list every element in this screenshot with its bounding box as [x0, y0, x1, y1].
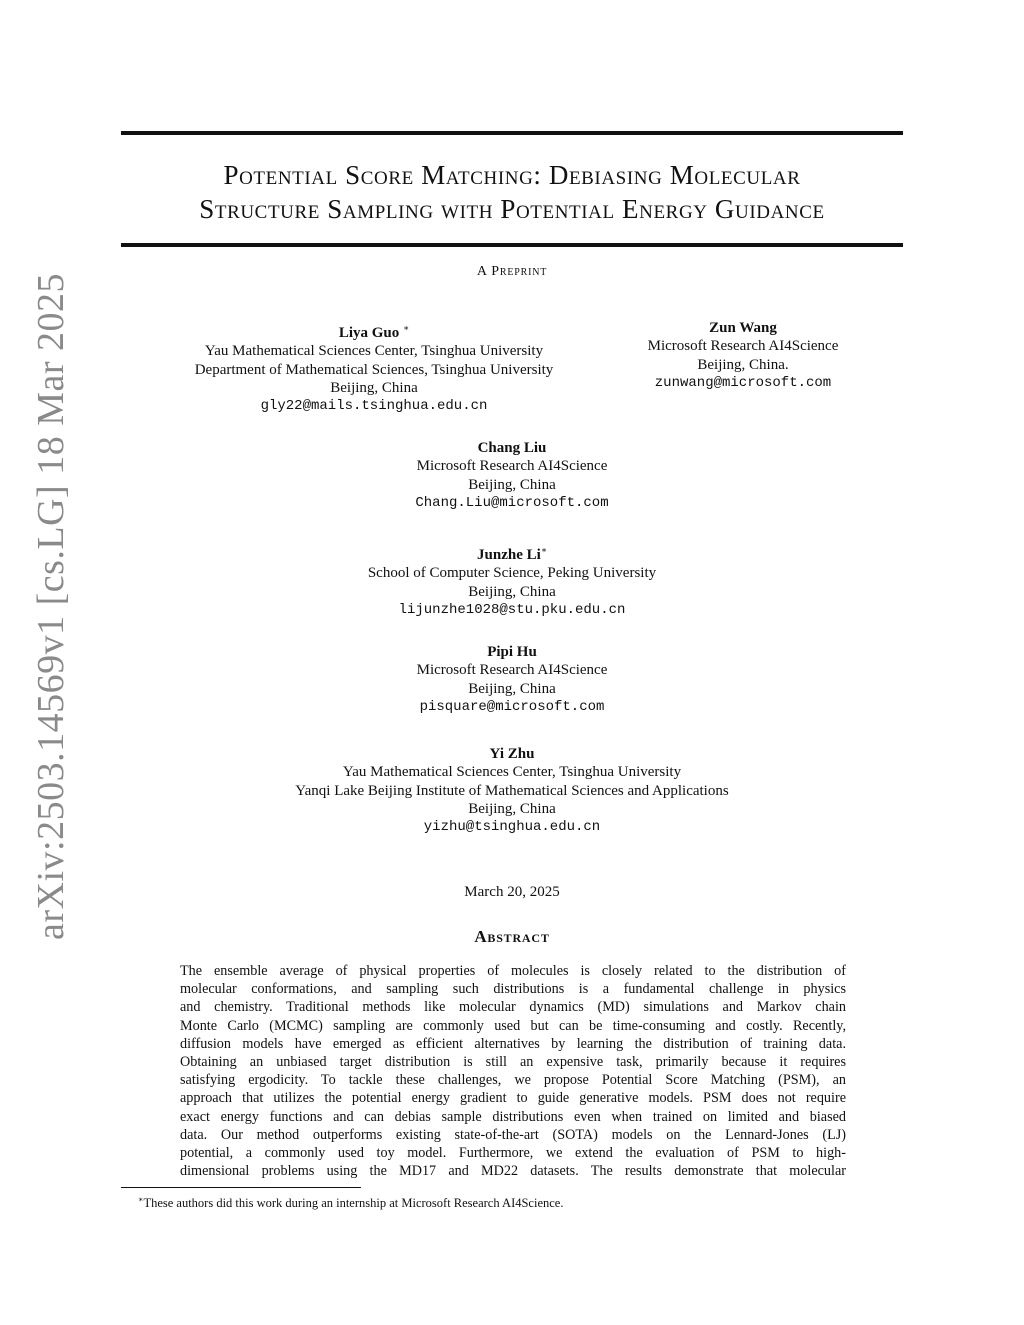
author-block-zun-wang [620, 319, 866, 392]
author-email: lijunzhe1028@stu.pku.edu.cn [398, 601, 626, 618]
preprint-label: A Preprint [476, 264, 548, 279]
equal-contribution-mark: ∗ [540, 545, 547, 555]
author-affiliation: Beijing, China [330, 379, 418, 396]
abstract-line: approach that utilizes the potential energy gradient to guide generative models. PSM does not require [180, 1090, 846, 1107]
author-name: Chang Liu [477, 440, 547, 456]
author-affiliation: School of Computer Science, Peking University [367, 565, 657, 582]
abstract-line: exact energy functions and can debias sample distributions even when trained on limited and biased [180, 1108, 846, 1125]
author-affiliation: Beijing, China [468, 800, 556, 817]
abstract-body [180, 962, 846, 1180]
author-affiliation: Microsoft Research AI4Science [416, 458, 608, 475]
footnote-rule [121, 1187, 361, 1188]
abstract-line: dimensional problems using the MD17 and MD22 datasets. The results demonstrate that molecular [180, 1163, 846, 1180]
title-top-rule [121, 131, 903, 135]
author-affiliation: Beijing, China [468, 476, 556, 493]
author-affiliation: Department of Mathematical Sciences, Tsinghua University [194, 361, 554, 378]
publication-date: March 20, 2025 [464, 884, 560, 900]
abstract-line: Monte Carlo (MCMC) sampling are commonly used but can be time-consuming and costly. Recently, [180, 1017, 846, 1034]
author-name: Junzhe Li∗ [477, 545, 547, 563]
abstract-line: The ensemble average of physical properties of molecules is closely related to the distribution of [180, 963, 846, 979]
abstract-line: satisfying ergodicity. To tackle these challenges, we propose Potential Score Matching (PSM), an [180, 1072, 846, 1089]
paper-title [121, 158, 903, 226]
author-email: pisquare@microsoft.com [419, 698, 605, 715]
abstract-line: diffusion models have emerged as efficient alternatives by learning the distribution of training data. [180, 1035, 846, 1052]
author-email: Chang.Liu@microsoft.com [415, 494, 609, 511]
author-name: Zun Wang [709, 320, 777, 336]
author-affiliation: Beijing, China [468, 583, 556, 600]
author-affiliation: Microsoft Research AI4Science [416, 662, 608, 679]
abstract-line: potential, a commonly used toy model. Furthermore, we extend the evaluation of PSM to high- [180, 1144, 846, 1161]
title-bottom-rule [121, 243, 903, 247]
author-block-junzhe-li [212, 541, 812, 619]
abstract-line: and chemistry. Traditional methods like molecular dynamics (MD) simulations and Markov chain [180, 999, 846, 1016]
footnote-text: These authors did this work during an internship at Microsoft Research AI4Science. [143, 1196, 564, 1211]
author-name: Liya Guo ∗ [338, 323, 410, 341]
abstract-line: molecular conformations, and sampling such distributions is a fundamental challenge in physics [180, 981, 846, 998]
abstract-heading: Abstract [474, 927, 550, 946]
footnote [138, 1192, 563, 1211]
title-line-1: Potential Score Matching: Debiasing Molecular [223, 160, 801, 190]
author-block-liya-guo [150, 319, 598, 415]
author-affiliation: Beijing, China. [697, 356, 789, 373]
author-name: Yi Zhu [489, 746, 535, 762]
author-affiliation: Microsoft Research AI4Science [647, 338, 839, 355]
title-line-2: Structure Sampling with Potential Energy Guidance [199, 194, 825, 224]
author-email: gly22@mails.tsinghua.edu.cn [260, 398, 488, 415]
author-affiliation: Yanqi Lake Beijing Institute of Mathematical Sciences and Applications [295, 782, 729, 799]
author-affiliation: Yau Mathematical Sciences Center, Tsinghua University [204, 343, 544, 360]
author-email: zunwang@microsoft.com [654, 374, 832, 391]
author-email: yizhu@tsinghua.edu.cn [423, 819, 601, 836]
author-affiliation: Beijing, China [468, 680, 556, 697]
abstract-line: data. Our method outperforms existing state-of-the-art (SOTA) models on the Lennard-Jones (LJ) [180, 1126, 846, 1143]
equal-contribution-mark: ∗ [403, 323, 410, 333]
author-block-chang-liu [212, 439, 812, 512]
author-affiliation: Yau Mathematical Sciences Center, Tsinghua University [342, 764, 682, 781]
author-block-pipi-hu [212, 643, 812, 716]
author-block-yi-zhu [212, 745, 812, 836]
author-name: Pipi Hu [487, 644, 537, 660]
footnote-mark: ∗ [138, 1195, 144, 1204]
abstract-line: Obtaining an unbiased target distribution is still an expensive task, primarily because it requires [180, 1053, 846, 1070]
arxiv-identifier-stamp: arXiv:2503.14569v1 [cs.LG] 18 Mar 2025 [30, 272, 72, 940]
